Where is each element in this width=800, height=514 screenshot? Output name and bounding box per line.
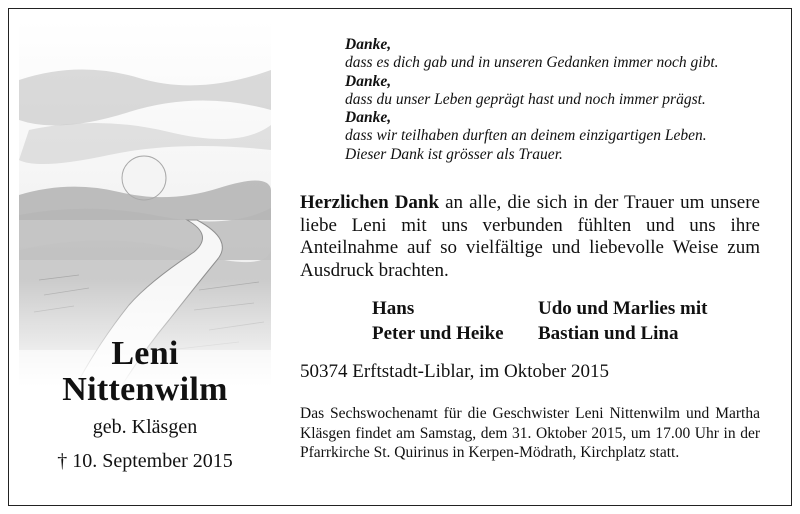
signature-name: Udo und Marlies mit bbox=[538, 298, 708, 319]
verse-line: dass wir teilhaben durften an deinem einzigartigen Leben. bbox=[345, 127, 707, 145]
verse-line: dass es dich gab und in unseren Gedanken immer noch gibt. bbox=[345, 54, 719, 72]
verse-line: Danke, bbox=[345, 36, 392, 53]
deceased-name-block bbox=[19, 336, 271, 474]
memorial-notice: Das Sechswochenamt für die Geschwister Leni Nittenwilm und Martha Kläsgen findet am Samstag, dem 31. Oktober 2015, um 17.00 Uhr in der Pfarrkirche St. Quirinus in Kerpen-Mödrath, Kirchplatz statt. bbox=[300, 405, 760, 461]
thanks-lead: Herzlichen Dank bbox=[300, 192, 440, 213]
verse-line: Dieser Dank ist grösser als Trauer. bbox=[345, 145, 563, 163]
signatures bbox=[372, 296, 772, 346]
verse-line: Danke, bbox=[345, 109, 392, 127]
last-name: Nittenwilm bbox=[62, 371, 228, 408]
signature-name: Bastian und Lina bbox=[538, 323, 679, 344]
thanks-paragraph bbox=[300, 192, 760, 282]
signature-name: Hans bbox=[372, 298, 415, 319]
verse-line: Danke, bbox=[345, 72, 392, 90]
place-date: 50374 Erftstadt-Liblar, im Oktober 2015 bbox=[300, 361, 609, 382]
verse-line: dass du unser Leben geprägt hast und noch immer prägst. bbox=[345, 90, 706, 108]
thanks-verse bbox=[345, 36, 775, 164]
birth-name: geb. Kläsgen bbox=[92, 416, 198, 438]
death-date: † 10. September 2015 bbox=[57, 450, 233, 472]
thanks-body: an alle, die sich in der Trauer um unsere liebe Leni mit uns verbunden fühlten und uns ihre Anteilnahme auf so vielfältige und liebevolle Weise zum Ausdruck brachten. bbox=[300, 192, 760, 281]
first-name: Leni bbox=[111, 335, 179, 372]
signature-name: Peter und Heike bbox=[372, 323, 504, 344]
